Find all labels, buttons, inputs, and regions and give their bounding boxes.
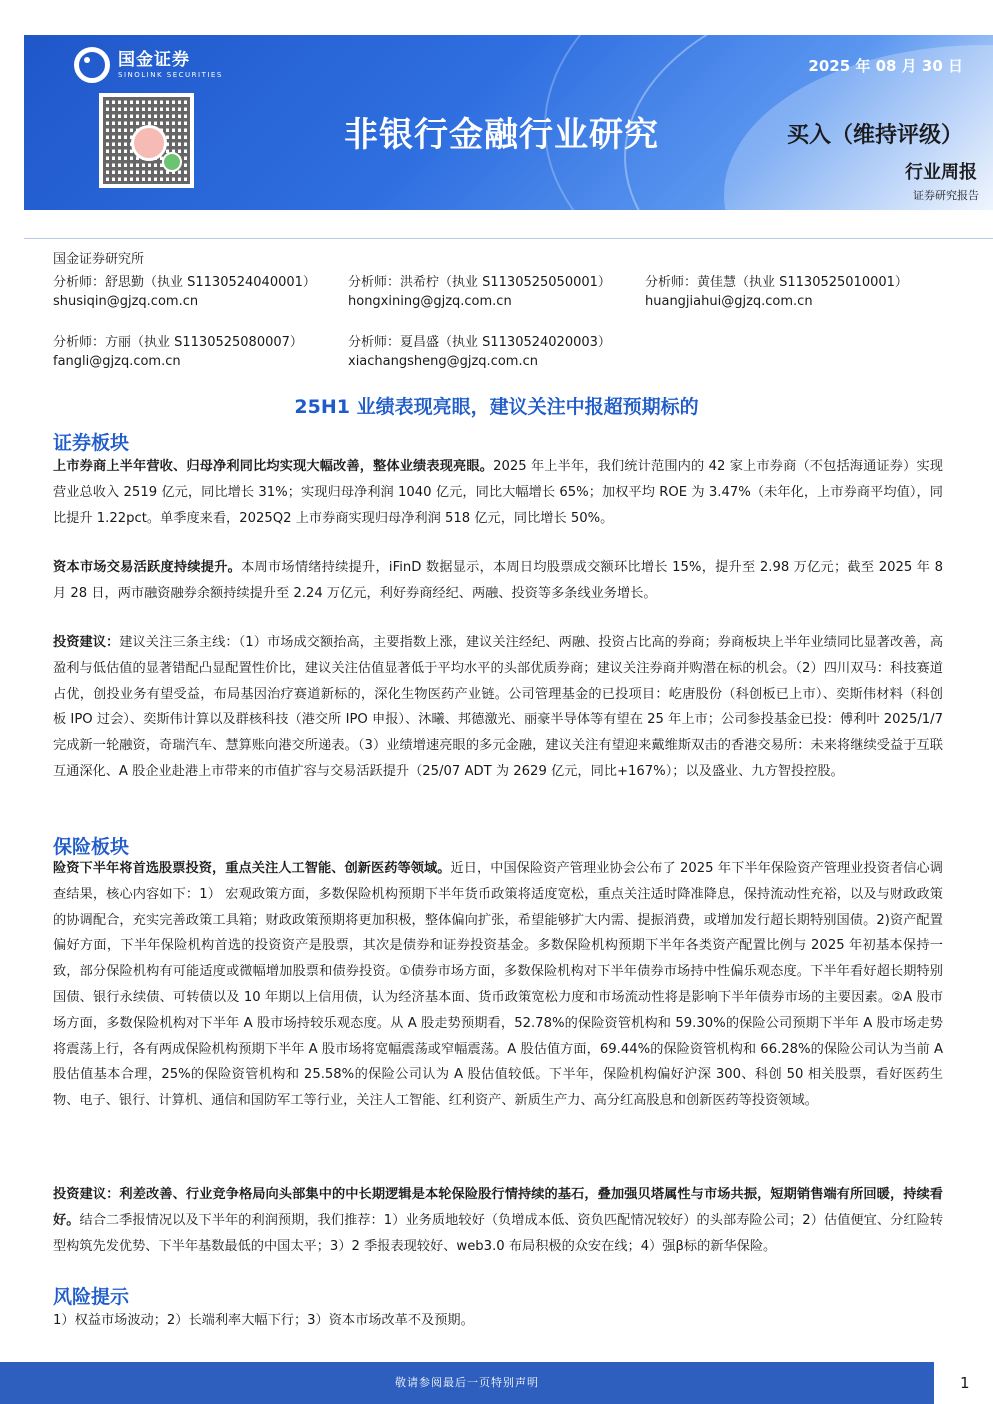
analyst-line: 分析师：方丽（执业 S1130525080007） xyxy=(53,335,303,350)
paragraph-lead: 险资下半年将首选股票投资，重点关注人工智能、创新医药等领域。 xyxy=(53,861,451,876)
header-banner xyxy=(24,35,993,210)
institute-name: 国金证券研究所 xyxy=(53,252,145,267)
report-title: 非银行金融行业研究 xyxy=(344,115,659,155)
analyst-line: 分析师：舒思勤（执业 S1130524040001） xyxy=(53,275,316,290)
logo-cn-text: 国金证券 xyxy=(118,50,190,70)
analyst-entry xyxy=(645,273,908,311)
insurance-paragraph-2 xyxy=(53,1182,943,1259)
paragraph-text: 2025 年上半年，我们统计范围内的 42 家上市券商（不包括海通证券）实现营业总收入 2519 亿元，同比增长 31%；实现归母净利润 1040 亿元，同比大幅增长 65%；加权平均 ROE 为 3.47%（未年化，上市券商平均值），同比提升 1.22pct。单季度来看，2025Q2 上市券商实现归母净利润 518 亿元，同比增长 50%。 xyxy=(53,459,943,526)
paragraph-lead: 投资建议： xyxy=(53,635,120,650)
section-heading-risk: 风险提示 xyxy=(53,1286,130,1308)
paragraph-lead: 上市券商上半年营收、归母净利同比均实现大幅改善，整体业绩表现亮眼。 xyxy=(53,459,494,474)
qr-code-icon xyxy=(99,93,194,188)
paragraph-lead: 投资建议：利差改善、行业竞争格局向头部集中的中长期逻辑是本轮保险股行情持续的基石，叠加强贝塔属性与市场共振，短期销售端有所回暖，持续看好。 xyxy=(53,1187,943,1228)
page-number: 1 xyxy=(960,1374,970,1392)
analyst-email[interactable]: hongxining@gjzq.com.cn xyxy=(348,294,512,309)
paragraph-text: 建议关注三条主线：（1）市场成交额抬高，主要指数上涨，建议关注经纪、两融、投资占比高的券商；券商板块上半年业绩同比显著改善，高盈利与低估值的显著错配凸显配置性价比，建议关注估值显著低于平均水平的头部优质券商；建议关注券商并购潜在标的机会。（2）四川双马：科技赛道占优，创投业务有望受益，布局基因治疗赛道新标的，深化生物医药产业链。公司管理基金的已投项目：屹唐股份（科创板已上市）、奕斯伟材料（科创板 IPO 过会）、奕斯伟计算以及群核科技（港交所 IPO 申报）、沐曦、邦德激光、丽豪半导体等有望在 25 年上市；公司参投基金已投：傅利叶 2025/1/7 完成新一轮融资，奇瑞汽车、慧算账向港交所递表。（3）业绩增速亮眼的多元金融，建议关注有望迎来戴维斯双击的香港交易所：未来将继续受益于互联互通深化、A 股企业赴港上市带来的市值扩容与交易活跃提升（25/07 ADT 为 2629 亿元，同比+167%）；以及盛业、九方智投控股。 xyxy=(53,635,944,779)
section-heading-insurance: 保险板块 xyxy=(53,836,130,858)
report-date: 2025 年 08 月 30 日 xyxy=(808,57,963,75)
paragraph-lead: 资本市场交易活跃度持续提升。 xyxy=(53,560,242,575)
analyst-email[interactable]: huangjiahui@gjzq.com.cn xyxy=(645,294,813,309)
analyst-line: 分析师：夏昌盛（执业 S1130524020003） xyxy=(348,335,611,350)
logo-en-text: SINOLINK SECURITIES xyxy=(118,71,223,79)
analyst-entry xyxy=(348,273,611,311)
company-logo xyxy=(74,47,223,83)
report-type: 行业周报 xyxy=(905,162,977,183)
securities-paragraph-1 xyxy=(53,454,943,531)
main-title: 25H1 业绩表现亮眼，建议关注中报超预期标的 xyxy=(294,396,699,418)
risk-paragraph: 1）权益市场波动；2）长端利率大幅下行；3）资本市场改革不及预期。 xyxy=(53,1313,474,1328)
wechat-icon xyxy=(162,152,182,172)
securities-paragraph-2 xyxy=(53,555,943,607)
analyst-email[interactable]: fangli@gjzq.com.cn xyxy=(53,354,181,369)
analyst-entry xyxy=(53,333,303,371)
header-divider xyxy=(24,238,993,239)
logo-icon xyxy=(74,47,110,83)
analyst-line: 分析师：洪希柠（执业 S1130525050001） xyxy=(348,275,611,290)
section-heading-securities: 证券板块 xyxy=(53,432,130,454)
paragraph-text: 近日，中国保险资产管理业协会公布了 2025 年下半年保险资产管理业投资者信心调查结果，核心内容如下：1） 宏观政策方面，多数保险机构预期下半年货币政策将适度宽松，重点关注适时降准降息，保持流动性充裕，以及与财政政策的协调配合，充实完善政策工具箱；财政政策预期将更加积极，整体偏向扩张，希望能够扩大内需、提振消费，或增加发行超长期特别国债。2)资产配置偏好方面，下半年保险机构首选的投资资产是股票，其次是债券和证券投资基金。多数保险机构预期下半年各类资产配置比例与 2025 年初基本保持一致，部分保险机构有可能适度或微幅增加股票和债券投资。①债券市场方面，多数保险机构对下半年债券市场持中性偏乐观态度。下半年看好超长期特别国债、银行永续债、可转债以及 10 年期以上信用债，认为经济基本面、货币政策宽松力度和市场流动性将是影响下半年债券市场的主要因素。②A 股市场方面，多数保险机构对下半年 A 股市场持较乐观态度。从 A 股走势预期看，52.78%的保险资管机构和 59.30%的保险公司预期下半年 A 股市场走势将震荡上行，各有两成保险机构预期下半年 A 股市场将宽幅震荡或窄幅震荡。A 股估值方面，69.44%的保险资管机构和 66.28%的保险公司认为当前 A 股估值基本合理，25%的保险资管机构和 25.58%的保险公司认为 A 股估值较低。下半年，保险机构偏好沪深 300、科创 50 相关股票，看好医药生物、电子、银行、计算机、通信和国防军工等行业，关注人工智能、红利资产、新质生产力、高分红高股息和创新医药等投资领域。 xyxy=(53,861,943,1109)
securities-paragraph-3 xyxy=(53,630,943,785)
analyst-line: 分析师：黄佳慧（执业 S1130525010001） xyxy=(645,275,908,290)
analyst-email[interactable]: shusiqin@gjzq.com.cn xyxy=(53,294,199,309)
analyst-entry xyxy=(348,333,611,371)
analyst-entry xyxy=(53,273,316,311)
insurance-paragraph-1 xyxy=(53,856,943,1114)
qr-center-logo-icon xyxy=(131,125,167,161)
footer-notice: 敬请参阅最后一页特别声明 xyxy=(0,1362,934,1404)
paragraph-text: 本周市场情绪持续提升，iFinD 数据显示，本周日均股票成交额环比增长 15%，提升至 2.98 万亿元；截至 2025 年 8 月 28 日，两市融资融券余额持续提升至 2.24 万亿元，利好券商经纪、两融、投资等多条线业务增长。 xyxy=(53,560,944,601)
analyst-email[interactable]: xiachangsheng@gjzq.com.cn xyxy=(348,354,538,369)
report-subtype: 证券研究报告 xyxy=(913,189,979,202)
paragraph-text: 结合二季报情况以及下半年的利润预期，我们推荐：1）业务质地较好（负增成本低、资负匹配情况较好）的头部寿险公司；2）估值便宜、分红险转型构筑先发优势、下半年基数最低的中国太平；3）2 季报表现较好、web3.0 布局积极的众安在线；4）强β标的新华保险。 xyxy=(53,1212,944,1254)
rating-label: 买入（维持评级） xyxy=(786,123,963,148)
